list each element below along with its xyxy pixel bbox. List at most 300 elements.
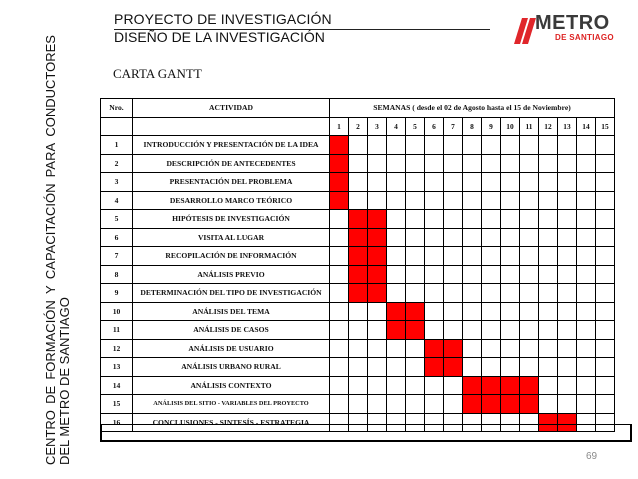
- header-semanas: SEMANAS ( desde el 02 de Agosto hasta el 15 de Noviembre): [330, 99, 615, 118]
- gantt-bar-cell: [349, 284, 368, 303]
- gantt-empty-cell: [349, 191, 368, 210]
- side-title-line1: [44, 35, 58, 465]
- gantt-empty-cell: [482, 247, 501, 266]
- gantt-empty-cell: [406, 358, 425, 377]
- week-number: 13: [558, 117, 577, 136]
- empty-cell: [133, 117, 330, 136]
- week-number: 10: [501, 117, 520, 136]
- gantt-empty-cell: [577, 247, 596, 266]
- gantt-empty-cell: [482, 191, 501, 210]
- gantt-bar-cell: [368, 284, 387, 303]
- side-title-word: CENTRO: [43, 410, 58, 465]
- row-actividad: DESCRIPCIÓN DE ANTECEDENTES: [133, 154, 330, 173]
- gantt-bar-cell: [368, 265, 387, 284]
- gantt-empty-cell: [577, 284, 596, 303]
- week-number: 7: [444, 117, 463, 136]
- side-title-word: Y: [43, 285, 58, 294]
- gantt-empty-cell: [387, 358, 406, 377]
- gantt-bar-cell: [349, 228, 368, 247]
- gantt-empty-cell: [558, 302, 577, 321]
- header-title: PROYECTO DE INVESTIGACIÓN: [114, 11, 332, 27]
- gantt-empty-cell: [425, 395, 444, 414]
- gantt-empty-cell: [577, 339, 596, 358]
- gantt-empty-cell: [406, 154, 425, 173]
- gantt-empty-cell: [349, 395, 368, 414]
- gantt-empty-cell: [539, 210, 558, 229]
- gantt-empty-cell: [520, 302, 539, 321]
- gantt-bar-cell: [387, 302, 406, 321]
- gantt-bar-cell: [406, 302, 425, 321]
- header-subtitle: DISEÑO DE LA INVESTIGACIÓN: [114, 29, 325, 45]
- gantt-empty-cell: [482, 210, 501, 229]
- table-row: [101, 210, 615, 229]
- page-number: 69: [586, 451, 598, 462]
- gantt-empty-cell: [558, 321, 577, 340]
- gantt-empty-cell: [463, 173, 482, 192]
- gantt-empty-cell: [501, 136, 520, 155]
- gantt-empty-cell: [520, 154, 539, 173]
- gantt-empty-cell: [463, 136, 482, 155]
- gantt-empty-cell: [577, 154, 596, 173]
- side-title-word: DE: [43, 385, 58, 404]
- gantt-empty-cell: [425, 154, 444, 173]
- gantt-empty-cell: [558, 265, 577, 284]
- carta-gantt-title: CARTA GANTT: [113, 66, 202, 81]
- gantt-empty-cell: [482, 173, 501, 192]
- week-number: 14: [577, 117, 596, 136]
- row-actividad: INTRODUCCIÓN Y PRESENTACIÓN DE LA IDEA: [133, 136, 330, 155]
- gantt-empty-cell: [368, 321, 387, 340]
- gantt-empty-cell: [596, 154, 615, 173]
- gantt-bar-cell: [501, 395, 520, 414]
- gantt-empty-cell: [482, 321, 501, 340]
- gantt-empty-cell: [425, 191, 444, 210]
- row-actividad: ANÁLISIS DE USUARIO: [133, 339, 330, 358]
- gantt-empty-cell: [368, 191, 387, 210]
- side-title-word: CAPACITACIÓN: [43, 183, 58, 280]
- gantt-table: [100, 98, 615, 432]
- header-nro: Nro.: [101, 99, 133, 118]
- gantt-empty-cell: [368, 302, 387, 321]
- gantt-empty-cell: [349, 302, 368, 321]
- gantt-empty-cell: [539, 154, 558, 173]
- gantt-empty-cell: [596, 358, 615, 377]
- gantt-empty-cell: [368, 339, 387, 358]
- gantt-empty-cell: [501, 339, 520, 358]
- gantt-empty-cell: [368, 136, 387, 155]
- gantt-empty-cell: [596, 395, 615, 414]
- gantt-empty-cell: [406, 173, 425, 192]
- row-nro: 6: [101, 228, 133, 247]
- gantt-bar-cell: [425, 339, 444, 358]
- gantt-empty-cell: [425, 228, 444, 247]
- gantt-empty-cell: [501, 321, 520, 340]
- gantt-empty-cell: [596, 191, 615, 210]
- gantt-empty-cell: [577, 136, 596, 155]
- row-nro: 2: [101, 154, 133, 173]
- side-title-word: CONDUCTORES: [43, 35, 58, 137]
- row-nro: 7: [101, 247, 133, 266]
- gantt-empty-cell: [539, 228, 558, 247]
- gantt-empty-cell: [387, 173, 406, 192]
- gantt-empty-cell: [539, 173, 558, 192]
- gantt-empty-cell: [577, 210, 596, 229]
- gantt-empty-cell: [520, 228, 539, 247]
- gantt-empty-cell: [558, 210, 577, 229]
- gantt-empty-cell: [558, 284, 577, 303]
- row-actividad: HIPÓTESIS DE INVESTIGACIÓN: [133, 210, 330, 229]
- row-actividad: ANÁLISIS CONTEXTO: [133, 376, 330, 395]
- gantt-empty-cell: [558, 136, 577, 155]
- week-number: 15: [596, 117, 615, 136]
- gantt-empty-cell: [463, 284, 482, 303]
- table-row: [101, 339, 615, 358]
- gantt-empty-cell: [539, 339, 558, 358]
- gantt-empty-cell: [501, 265, 520, 284]
- gantt-bar-cell: [330, 191, 349, 210]
- gantt-empty-cell: [444, 376, 463, 395]
- gantt-empty-cell: [349, 321, 368, 340]
- gantt-empty-cell: [482, 228, 501, 247]
- gantt-empty-cell: [330, 395, 349, 414]
- gantt-empty-cell: [463, 228, 482, 247]
- gantt-bar-cell: [387, 321, 406, 340]
- table-row: [101, 284, 615, 303]
- gantt-bar-cell: [368, 228, 387, 247]
- row-nro: 12: [101, 339, 133, 358]
- gantt-empty-cell: [387, 284, 406, 303]
- gantt-empty-cell: [577, 228, 596, 247]
- gantt-empty-cell: [330, 302, 349, 321]
- gantt-empty-cell: [558, 228, 577, 247]
- gantt-empty-cell: [406, 210, 425, 229]
- gantt-empty-cell: [558, 154, 577, 173]
- gantt-empty-cell: [520, 173, 539, 192]
- gantt-empty-cell: [425, 265, 444, 284]
- row-actividad: RECOPILACIÓN DE INFORMACIÓN: [133, 247, 330, 266]
- gantt-empty-cell: [596, 302, 615, 321]
- gantt-empty-cell: [501, 358, 520, 377]
- gantt-empty-cell: [596, 321, 615, 340]
- gantt-empty-cell: [330, 376, 349, 395]
- gantt-empty-cell: [482, 136, 501, 155]
- gantt-bar-cell: [349, 247, 368, 266]
- gantt-empty-cell: [501, 154, 520, 173]
- table-row: [101, 173, 615, 192]
- gantt-empty-cell: [425, 210, 444, 229]
- row-actividad: ANÁLISIS PREVIO: [133, 265, 330, 284]
- table-row: [101, 136, 615, 155]
- gantt-empty-cell: [463, 302, 482, 321]
- gantt-empty-cell: [387, 376, 406, 395]
- gantt-empty-cell: [330, 284, 349, 303]
- gantt-empty-cell: [330, 339, 349, 358]
- logo-wordmark: METRO: [535, 12, 610, 34]
- gantt-empty-cell: [330, 321, 349, 340]
- table-row: [101, 395, 615, 414]
- gantt-empty-cell: [425, 173, 444, 192]
- week-number: 3: [368, 117, 387, 136]
- gantt-empty-cell: [520, 321, 539, 340]
- gantt-empty-cell: [349, 173, 368, 192]
- gantt-empty-cell: [444, 210, 463, 229]
- gantt-empty-cell: [444, 228, 463, 247]
- gantt-empty-cell: [501, 191, 520, 210]
- gantt-empty-cell: [425, 302, 444, 321]
- gantt-empty-cell: [558, 395, 577, 414]
- gantt-empty-cell: [558, 191, 577, 210]
- gantt-empty-cell: [596, 376, 615, 395]
- gantt-empty-cell: [596, 210, 615, 229]
- gantt-bar-cell: [368, 247, 387, 266]
- row-actividad: ANÁLISIS URBANO RURAL: [133, 358, 330, 377]
- row-nro: 14: [101, 376, 133, 395]
- gantt-bar-cell: [463, 395, 482, 414]
- gantt-empty-cell: [330, 358, 349, 377]
- gantt-empty-cell: [349, 136, 368, 155]
- week-number: 12: [539, 117, 558, 136]
- gantt-empty-cell: [463, 321, 482, 340]
- gantt-bar-cell: [463, 376, 482, 395]
- gantt-empty-cell: [596, 339, 615, 358]
- gantt-bar-cell: [330, 154, 349, 173]
- gantt-empty-cell: [463, 339, 482, 358]
- gantt-empty-cell: [482, 302, 501, 321]
- gantt-empty-cell: [520, 136, 539, 155]
- week-number: 9: [482, 117, 501, 136]
- gantt-empty-cell: [406, 136, 425, 155]
- gantt-empty-cell: [463, 210, 482, 229]
- gantt-empty-cell: [558, 173, 577, 192]
- gantt-empty-cell: [406, 191, 425, 210]
- row-actividad: ANÁLISIS DEL TEMA: [133, 302, 330, 321]
- gantt-empty-cell: [330, 210, 349, 229]
- gantt-empty-cell: [444, 302, 463, 321]
- gantt-empty-cell: [444, 395, 463, 414]
- gantt-empty-cell: [520, 265, 539, 284]
- gantt-empty-cell: [330, 247, 349, 266]
- gantt-bar-cell: [368, 210, 387, 229]
- row-nro: 15: [101, 395, 133, 414]
- gantt-bar-cell: [501, 376, 520, 395]
- gantt-empty-cell: [520, 284, 539, 303]
- gantt-empty-cell: [349, 376, 368, 395]
- gantt-empty-cell: [520, 247, 539, 266]
- gantt-empty-cell: [539, 376, 558, 395]
- gantt-empty-cell: [558, 376, 577, 395]
- row-nro: 5: [101, 210, 133, 229]
- gantt-bar-cell: [444, 339, 463, 358]
- gantt-empty-cell: [596, 228, 615, 247]
- gantt-empty-cell: [425, 376, 444, 395]
- table-weeks-row: [101, 117, 615, 136]
- gantt-bar-cell: [444, 358, 463, 377]
- gantt-empty-cell: [577, 302, 596, 321]
- gantt-empty-cell: [501, 247, 520, 266]
- gantt-empty-cell: [539, 247, 558, 266]
- row-nro: 16: [101, 413, 133, 432]
- table-row: [101, 191, 615, 210]
- gantt-empty-cell: [406, 265, 425, 284]
- gantt-empty-cell: [463, 154, 482, 173]
- gantt-empty-cell: [577, 321, 596, 340]
- gantt-empty-cell: [349, 358, 368, 377]
- gantt-empty-cell: [501, 210, 520, 229]
- row-actividad: DESARROLLO MARCO TEÓRICO: [133, 191, 330, 210]
- gantt-empty-cell: [539, 284, 558, 303]
- gantt-empty-cell: [539, 302, 558, 321]
- gantt-empty-cell: [501, 228, 520, 247]
- row-actividad: CONCLUSIONES - SINTESÍS - ESTRATEGIA: [133, 413, 330, 432]
- gantt-empty-cell: [444, 321, 463, 340]
- gantt-empty-cell: [596, 247, 615, 266]
- row-actividad: ANÁLISIS DE CASOS: [133, 321, 330, 340]
- side-title-word: PARA: [43, 142, 58, 178]
- gantt-empty-cell: [444, 136, 463, 155]
- gantt-empty-cell: [406, 247, 425, 266]
- gantt-empty-cell: [520, 210, 539, 229]
- gantt-empty-cell: [368, 173, 387, 192]
- gantt-empty-cell: [406, 339, 425, 358]
- gantt-empty-cell: [387, 395, 406, 414]
- week-number: 5: [406, 117, 425, 136]
- gantt-empty-cell: [387, 191, 406, 210]
- table-row: [101, 376, 615, 395]
- gantt-empty-cell: [520, 358, 539, 377]
- table-row: [101, 154, 615, 173]
- row-nro: 1: [101, 136, 133, 155]
- gantt-bar-cell: [520, 376, 539, 395]
- gantt-empty-cell: [425, 321, 444, 340]
- row-actividad: PRESENTACIÓN DEL PROBLEMA: [133, 173, 330, 192]
- gantt-empty-cell: [577, 395, 596, 414]
- gantt-empty-cell: [577, 173, 596, 192]
- gantt-empty-cell: [596, 284, 615, 303]
- gantt-empty-cell: [539, 395, 558, 414]
- gantt-bar-cell: [330, 136, 349, 155]
- gantt-empty-cell: [444, 154, 463, 173]
- gantt-empty-cell: [501, 302, 520, 321]
- gantt-empty-cell: [444, 173, 463, 192]
- gantt-empty-cell: [444, 191, 463, 210]
- gantt-empty-cell: [558, 339, 577, 358]
- row-nro: 13: [101, 358, 133, 377]
- gantt-bar-cell: [482, 376, 501, 395]
- gantt-empty-cell: [387, 228, 406, 247]
- table-row: [101, 247, 615, 266]
- side-title-line2: DEL METRO DE SANTIAGO: [57, 297, 72, 465]
- gantt-empty-cell: [577, 265, 596, 284]
- gantt-empty-cell: [444, 265, 463, 284]
- gantt-empty-cell: [577, 191, 596, 210]
- gantt-bar-cell: [330, 173, 349, 192]
- gantt-empty-cell: [539, 191, 558, 210]
- week-number: 6: [425, 117, 444, 136]
- gantt-bar-cell: [425, 358, 444, 377]
- gantt-empty-cell: [330, 228, 349, 247]
- gantt-empty-cell: [577, 358, 596, 377]
- row-actividad: DETERMINACIÓN DEL TIPO DE INVESTIGACIÓN: [133, 284, 330, 303]
- gantt-empty-cell: [368, 395, 387, 414]
- gantt-empty-cell: [558, 358, 577, 377]
- gantt-empty-cell: [387, 247, 406, 266]
- table-row: [101, 228, 615, 247]
- gantt-empty-cell: [463, 191, 482, 210]
- table-row: [101, 302, 615, 321]
- gantt-empty-cell: [482, 154, 501, 173]
- gantt-empty-cell: [596, 265, 615, 284]
- gantt-empty-cell: [387, 265, 406, 284]
- gantt-empty-cell: [558, 247, 577, 266]
- gantt-empty-cell: [577, 376, 596, 395]
- gantt-bar-cell: [520, 395, 539, 414]
- gantt-empty-cell: [330, 265, 349, 284]
- table-row: [101, 358, 615, 377]
- side-title-word: FORMACIÓN: [43, 300, 58, 380]
- gantt-empty-cell: [539, 321, 558, 340]
- gantt-empty-cell: [349, 154, 368, 173]
- week-number: 8: [463, 117, 482, 136]
- gantt-empty-cell: [406, 228, 425, 247]
- gantt-empty-cell: [539, 265, 558, 284]
- gantt-empty-cell: [387, 136, 406, 155]
- logo-subtitle: DE SANTIAGO: [555, 33, 614, 42]
- table-row: [101, 321, 615, 340]
- gantt-empty-cell: [501, 284, 520, 303]
- row-actividad: VISITA AL LUGAR: [133, 228, 330, 247]
- week-number: 11: [520, 117, 539, 136]
- row-nro: 10: [101, 302, 133, 321]
- gantt-empty-cell: [501, 173, 520, 192]
- gantt-empty-cell: [463, 358, 482, 377]
- gantt-empty-cell: [539, 136, 558, 155]
- gantt-empty-cell: [368, 154, 387, 173]
- table-row: [101, 265, 615, 284]
- week-number: 1: [330, 117, 349, 136]
- gantt-empty-cell: [482, 265, 501, 284]
- gantt-empty-cell: [482, 284, 501, 303]
- row-nro: 8: [101, 265, 133, 284]
- row-nro: 4: [101, 191, 133, 210]
- gantt-empty-cell: [596, 173, 615, 192]
- side-title: [44, 35, 72, 465]
- gantt-empty-cell: [596, 136, 615, 155]
- row-nro: 3: [101, 173, 133, 192]
- gantt-bar-cell: [482, 395, 501, 414]
- gantt-bar-cell: [406, 321, 425, 340]
- gantt-empty-cell: [349, 339, 368, 358]
- gantt-empty-cell: [387, 339, 406, 358]
- week-number: 4: [387, 117, 406, 136]
- gantt-empty-cell: [482, 339, 501, 358]
- gantt-empty-cell: [368, 376, 387, 395]
- gantt-empty-cell: [520, 339, 539, 358]
- gantt-bar-cell: [349, 265, 368, 284]
- week-number: 2: [349, 117, 368, 136]
- gantt-empty-cell: [463, 247, 482, 266]
- gantt-empty-cell: [406, 284, 425, 303]
- gantt-empty-cell: [425, 136, 444, 155]
- gantt-empty-cell: [425, 247, 444, 266]
- gantt-empty-cell: [387, 210, 406, 229]
- gantt-empty-cell: [520, 191, 539, 210]
- gantt-empty-cell: [444, 284, 463, 303]
- table-footer-box: [100, 424, 632, 442]
- gantt-empty-cell: [463, 265, 482, 284]
- gantt-bar-cell: [349, 210, 368, 229]
- gantt-empty-cell: [406, 395, 425, 414]
- table-header-row: [101, 99, 615, 118]
